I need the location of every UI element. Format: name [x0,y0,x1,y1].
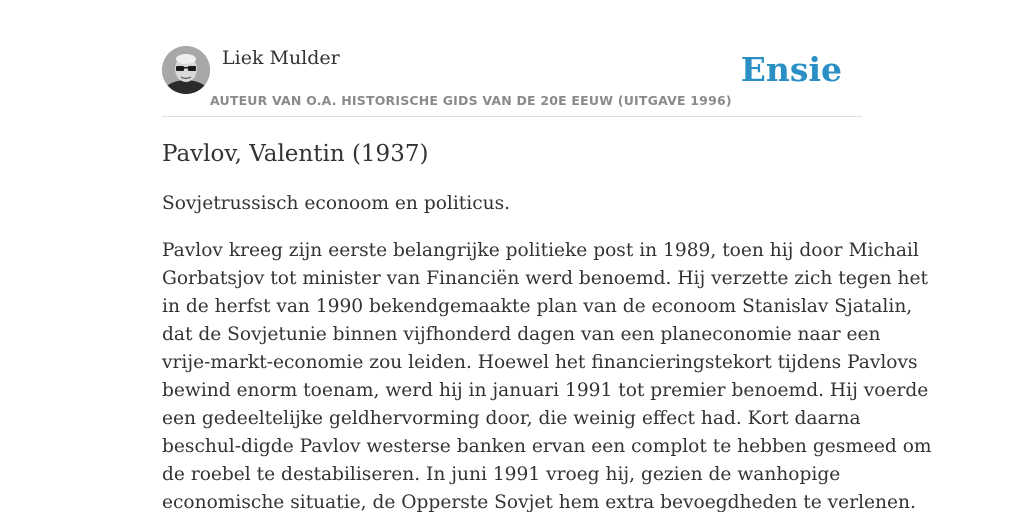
article-title: Pavlov, Valentin (1937) [162,141,429,167]
body-line: vrije-markt-economie zou leiden. Hoewel het financieringstekort tijdens Pavlovs [162,352,918,373]
body-line: de roebel te destabiliseren. In juni 1991 vroeg hij, gezien de wanhopige [162,464,841,485]
article-lead: Sovjetrussisch econoom en politicus. [162,193,511,214]
author-header [162,46,862,117]
author-bio: AUTEUR VAN O.A. HISTORISCHE GIDS VAN DE 20E EEUW (UITGAVE 1996) [210,93,732,108]
body-line: beschul-digde Pavlov westerse banken ervan een complot te hebben gesmeed om [162,436,932,457]
body-line: dat de Sovjetunie binnen vijfhonderd dagen van een planeconomie naar een [162,324,881,345]
avatar[interactable] [162,46,210,94]
body-line: een gedeeltelijke geldhervorming door, die weinig effect had. Kort daarna [162,408,861,429]
body-line: Pavlov kreeg zijn eerste belangrijke politieke post in 1989, toen hij door Michail [162,240,919,261]
body-line: bewind enorm toenam, werd hij in januari 1991 tot premier benoemd. Hij voerde [162,380,929,401]
article-body [162,237,932,512]
avatar-portrait-icon [162,46,210,94]
body-line: in de herfst van 1990 bekendgemaakte plan van de econoom Stanislav Sjatalin, [162,296,913,317]
body-line: economische situatie, de Opperste Sovjet hem extra bevoegdheden te verlenen. [162,492,916,512]
article [162,138,932,512]
body-line: Gorbatsjov tot minister van Financiën werd benoemd. Hij verzette zich tegen het [162,268,928,289]
author-name[interactable]: Liek Mulder [222,47,340,69]
brand-logo[interactable]: Ensie [740,50,842,89]
